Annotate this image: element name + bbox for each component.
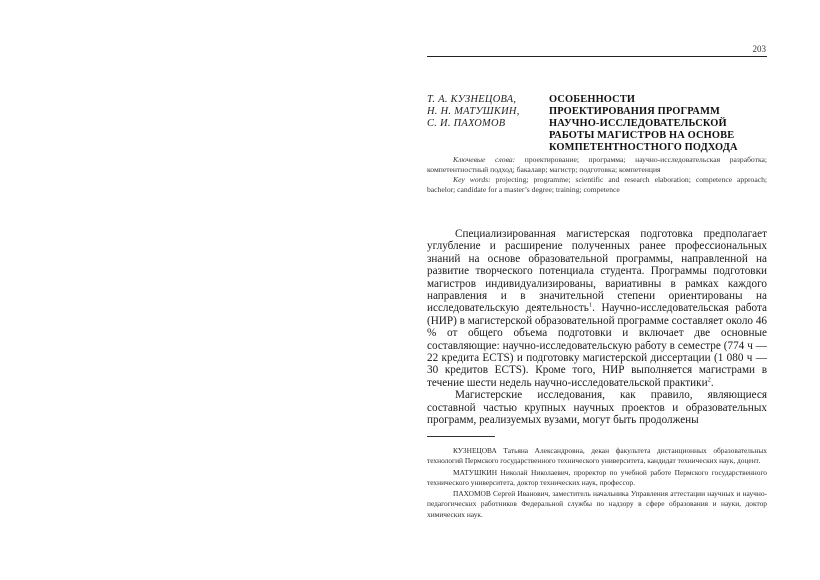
body-paragraph-2: Магистерские исследования, как правило, являющиеся составной частью крупных научных проектов и образовательных программ, реализуемых вузами, могут быть продолжены [427, 389, 767, 427]
body-text-span: Специализированная магистерская подготовка предполагает углубление и расширение полученных ранее профессиональных знаний на основе образовательной программы, направленной на развитие творческого потенциала студента. Программы подготовки магистров индивидуализированы, вариативны в рамках каждого направления и в значительной степени ориентированы на исследовательскую деятельность [427, 228, 767, 315]
author-footnotes [427, 446, 767, 521]
article-body [427, 228, 767, 427]
keywords-en-label: Key words: [453, 175, 491, 184]
title-line: НАУЧНО-ИССЛЕДОВАТЕЛЬСКОЙ [549, 118, 727, 129]
keywords-block [427, 155, 767, 195]
keywords-en-text: projecting; programme; scientific and research elaboration; competence approach; bachelor; candidate for a master’s degree; training; competence [427, 175, 767, 194]
body-text-span: . Научно-исследовательская работа (НИР) в магистерской образовательной программе составляет около 46 % от общего объема подготовки и включает две основные составляющие: научно-исследовательскую работу в семестре (774 ч — 22 кредита ECTS) и подготовку магистерской диссертации (1 080 ч — 30 кредитов ECTS). Кроме того, НИР выполняется магистрами в течение шести недель научно-исследовательской практики [427, 302, 768, 389]
author-name: С. И. ПАХОМОВ [427, 118, 506, 129]
title-line: ОСОБЕННОСТИ [549, 94, 636, 105]
author-name: Н. Н. МАТУШКИН, [427, 106, 520, 117]
footnote-author-3: ПАХОМОВ Сергей Иванович, заместитель начальника Управления аттестации научных и научно-педагогических работников Федеральной службы по надзору в сфере образования и науки, доктор химических наук. [427, 489, 767, 519]
footnote-ref: 2 [707, 376, 711, 384]
author-list [427, 94, 547, 130]
title-line: ПРОЕКТИРОВАНИЯ ПРОГРАММ [549, 106, 720, 117]
footnote-author-2: МАТУШКИН Николай Николаевич, проректор по учебной работе Пермского государственного технического университета, доктор технических наук, профессор. [427, 467, 767, 487]
page-number: 203 [752, 44, 766, 54]
author-name: Т. А. КУЗНЕЦОВА, [427, 94, 517, 105]
keywords-ru [427, 155, 767, 175]
article-title [549, 94, 765, 154]
footnote-rule [427, 436, 495, 437]
body-paragraph-1 [427, 228, 767, 389]
body-text-span: . [710, 376, 714, 389]
keywords-en [427, 175, 767, 195]
title-line: КОМПЕТЕНТНОСТНОГО ПОДХОДА [549, 142, 738, 153]
keywords-ru-text: проектирование; программа; научно-исследовательская разработка; компетентностный подход; бакалавр; магистр; подготовка; компетенция [427, 155, 767, 174]
footnote-ref: 1 [588, 301, 593, 309]
keywords-ru-label: Ключевые слова: [453, 155, 516, 164]
title-line: РАБОТЫ МАГИСТРОВ НА ОСНОВЕ [549, 130, 735, 141]
footnote-author-1: КУЗНЕЦОВА Татьяна Александровна, декан факультета дистанционных образовательных технологий Пермского государственного технического университета, кандидат технических наук, доцент. [427, 446, 767, 466]
header-rule [427, 56, 767, 57]
